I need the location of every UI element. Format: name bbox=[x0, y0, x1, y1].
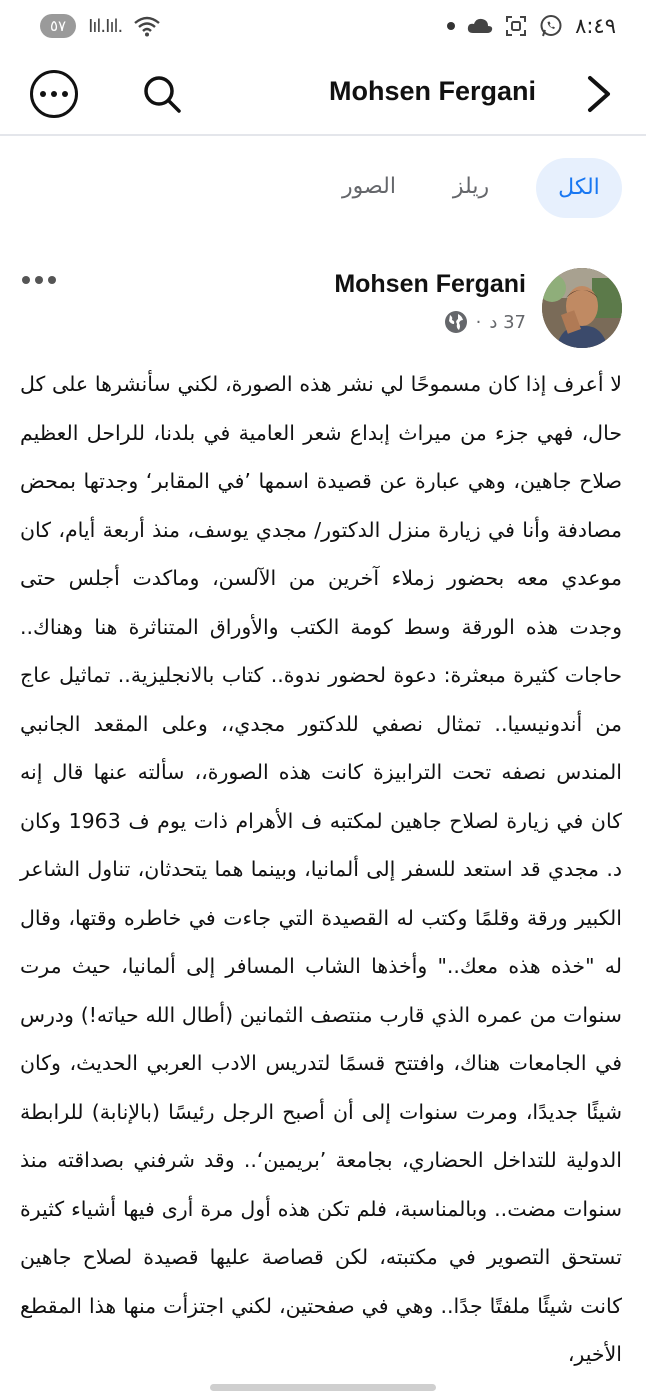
chevron-right-icon[interactable] bbox=[580, 72, 616, 116]
battery-indicator: ٥٧ bbox=[40, 14, 76, 38]
post-options-icon[interactable] bbox=[22, 276, 56, 284]
status-time: ٨:٤٩ bbox=[575, 14, 616, 38]
tab-photos[interactable]: الصور bbox=[342, 174, 396, 199]
page-title: Mohsen Fergani bbox=[328, 76, 536, 106]
cloud-icon bbox=[467, 17, 493, 35]
post-author[interactable]: Mohsen Fergani bbox=[334, 270, 526, 298]
wifi-icon bbox=[134, 15, 160, 37]
post-time: 37 د bbox=[489, 311, 526, 333]
globe-icon bbox=[444, 310, 468, 334]
post-meta bbox=[444, 310, 526, 334]
status-bar bbox=[0, 0, 646, 52]
post-text: لا أعرف إذا كان مسموحًا لي نشر هذه الصورة، لكني سأنشرها على كل حال، فهي جزء من ميراث إبداع شعر العامية في بلدنا، للراحل العظيم صلاح جاهين، وهي عبارة عن قصيدة اسمها ’في المقابر‘ وجدتها بمحض مصادفة وأنا في زيارة منزل الدكتور/ مجدي يوسف، منذ أربعة أيام، كان موعدي معه بحضور زملاء آخرين من الآلسن، وماكدت أجلس حتى وجدت هذه الورقة وسط كومة الكتب والأوراق المتناثرة هنا وهناك.. حاجات كثيرة مبعثرة: دعوة لحضور ندوة.. كتاب بالانجليزية.. تماثيل عاج من أندونيسيا.. تمثال نصفي للدكتور مجدي،، وعلى المقعد الجانبي المندس نصفه تحت الترابيزة كانت هذه الصورة،، سألته عنها قال إنه كان في زيارة لصلاح جاهين لمكتبه ف الأهرام ذات يوم ف 1963 وكان د. مجدي قد استعد للسفر إلى ألمانيا، وبينما هما يتحدثان، تناول الشاعر الكبير ورقة وقلمًا وكتب له القصيدة التي جاءت في خاطره وقتها، وقال له "خذه هذه معك.." وأخذها الشاب المسافر إلى ألمانيا، حيث مرت سنوات من عمره الذي قارب منتصف الثمانين (أطال الله حياته!) ودرس في الجامعات هناك، وافتتح قسمًا لتدريس الادب العربي الحديث، وكان شيئًا جديدًا، ومرت سنوات إلى أن أصبح الرجل رئيسًا (بالإنابة) للرابطة الدولية للتداخل الحضاري، بجامعة ’بريمين‘.. وقد شرفني بصداقته منذ سنوات مضت.. وبالمناسبة، فلم تكن هذه أول مرة أرى فيها أشياء كثيرة تستحق التصوير في مكتبته، لكن قصاصة عليها قصيدة لصلاح جاهين كانت شيئًا ملفتًا جدًا.. وهي في صفحتين، لكني اجتزأت منها هذا المقطع الأخير، bbox=[20, 372, 622, 1366]
meta-separator: · bbox=[475, 311, 482, 333]
filter-tabs bbox=[0, 145, 646, 225]
tab-reels[interactable]: ريلز bbox=[452, 174, 490, 199]
search-icon[interactable] bbox=[140, 72, 184, 116]
dot-icon bbox=[447, 22, 455, 30]
status-right bbox=[447, 14, 616, 38]
home-indicator[interactable] bbox=[210, 1384, 436, 1391]
avatar[interactable] bbox=[542, 268, 622, 348]
status-left bbox=[40, 14, 160, 38]
profile-header bbox=[0, 52, 646, 136]
signal-icon: Ⅰıl.Ⅰıl. bbox=[88, 15, 123, 37]
post-header bbox=[0, 262, 646, 352]
more-icon[interactable] bbox=[30, 70, 78, 118]
whatsapp-icon bbox=[539, 14, 563, 38]
screenshot-icon bbox=[505, 15, 527, 37]
tab-all[interactable]: الكل bbox=[536, 158, 622, 218]
avatar-photo bbox=[542, 268, 622, 348]
